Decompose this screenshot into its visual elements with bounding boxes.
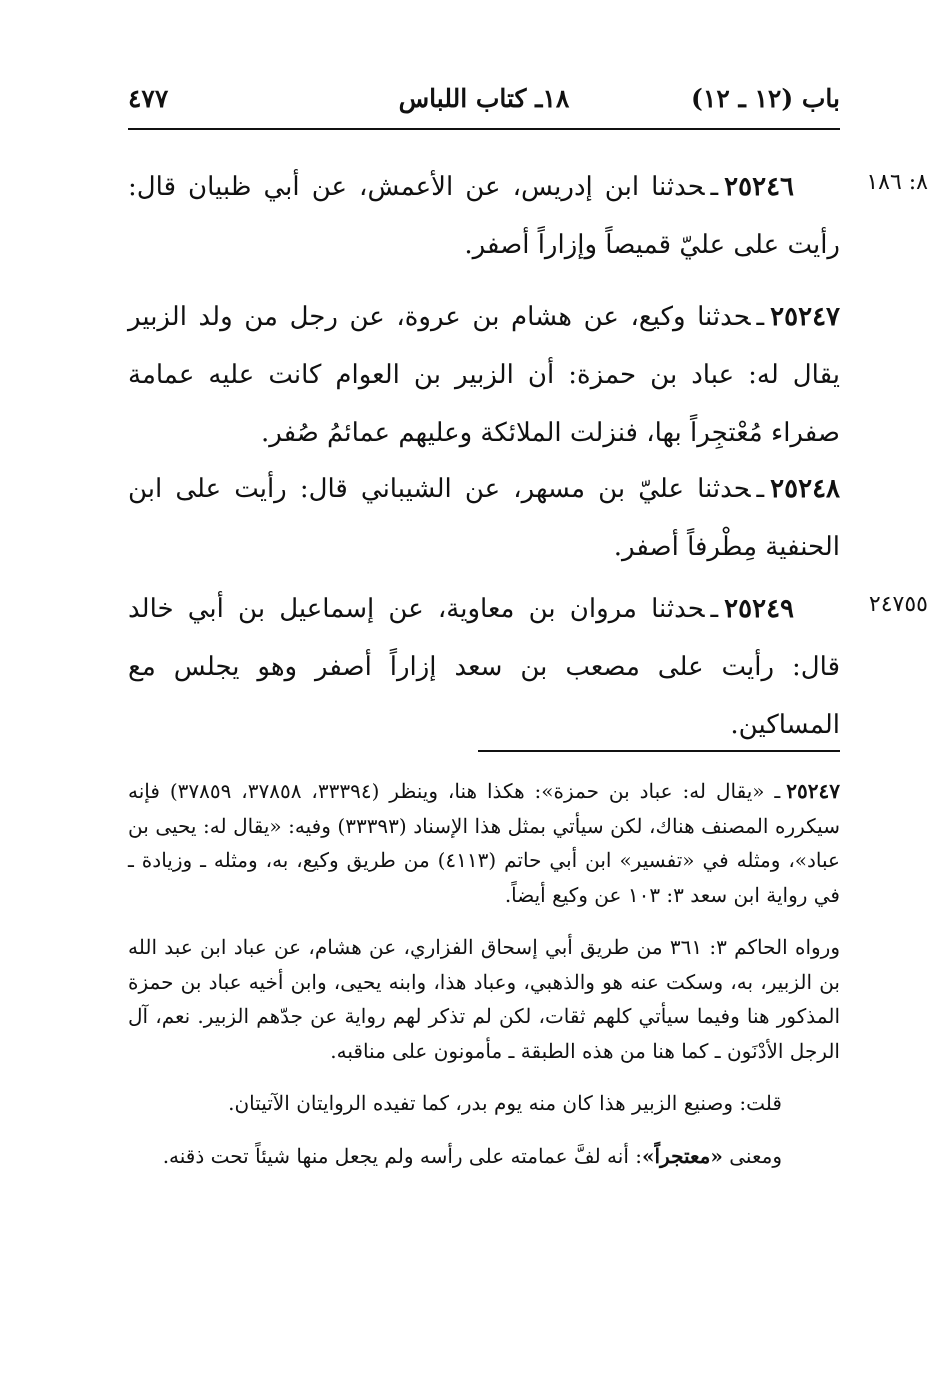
footnote-term: «معتجراً» [642,1143,723,1168]
hadith-text: حدثنا عليّ بن مسهر، عن الشيباني قال: رأيت على ابن الحنفية مِطْرفاً أصفر. [128,474,840,562]
hadith-number: ٢٥٢٤٦ [724,172,794,202]
dash: ـ [756,302,765,332]
hadith-25246 [128,158,840,274]
footnote-3 [128,1086,840,1121]
hadith-25248 [128,460,840,576]
footnote-prefix: ومعنى [729,1143,782,1168]
hadith-25249 [128,580,840,754]
footnote-text: «يقال له: عباد بن حمزة»: هكذا هنا، وينظر (٣٣٣٩٤، ٣٧٨٥٨، ٣٧٨٥٩) فإنه سيكرره المصنف هناك، لكن سيأتي بمثل هذا الإسناد (٣٣٣٩٣) وفيه: «يقال له: يحيى بن عباد»، ومثله في «تفسير» ابن أبي حاتم (٤١١٣) من طريق وكيع، به، ومثله ـ وزيادة ـ في رواية ابن سعد ٣: ١٠٣ عن وكيع أيضاً. [128,779,840,907]
margin-reference: ٢٤٧٥٥ [868,592,928,617]
dash: ـ [756,474,765,504]
hadith-text: حدثنا مروان بن معاوية، عن إسماعيل بن أبي خالد قال: رأيت على مصعب بن سعد إزاراً أصفر وهو يجلس مع المساكين. [128,594,840,740]
dash: ـ [710,594,719,624]
footnote-text: قلت: وصنيع الزبير هذا كان منه يوم بدر، كما تفيده الروايتان الآتيتان. [228,1091,782,1115]
footnote-text: : أنه لفَّ عمامته على رأسه ولم يجعل منها شيئاً تحت ذقنه. [162,1143,642,1168]
hadith-text: حدثنا ابن إدريس، عن الأعمش، عن أبي ظبيان قال: رأيت على عليّ قميصاً وإزاراً أصفر. [128,172,840,260]
footnote-number: ٢٥٢٤٧ [786,779,840,803]
dash: ـ [774,779,781,803]
hadith-25247 [128,288,840,462]
header-rule [128,128,840,130]
margin-reference: ٨: ١٨٦ [866,170,928,195]
footnotes [128,774,840,1191]
footnote-separator [478,750,840,752]
page-number: ٤٧٧ [128,84,169,113]
dash: ـ [710,172,719,202]
hadith-number: ٢٥٢٤٧ [770,302,840,332]
hadith-number: ٢٥٢٤٨ [770,474,840,504]
page-header [128,84,840,128]
chapter-heading: باب (١٢ ـ ١٢) [691,84,840,113]
footnote-4 [128,1139,840,1174]
footnote-2 [128,930,840,1068]
footnote-1 [128,774,840,912]
footnote-text: ورواه الحاكم ٣: ٣٦١ من طريق أبي إسحاق الفزاري، عن هشام، عن عباد ابن عبد الله بن الزبير، به، وسكت عنه هو والذهبي، وعباد هذا، وابنه يحيى، وابن أخيه عباد بن حمزة المذكور هنا وفيما سيأتي كلهم ثقات، لكن لم تذكر لهم رواية عن جدّهم الزبير. نعم، آل الرجل الأدْنَون ـ كما هنا من هذه الطبقة ـ مأمونون على مناقبه. [128,935,840,1063]
book-title: ١٨ـ كتاب اللباس [398,84,570,113]
hadith-number: ٢٥٢٤٩ [724,594,794,624]
hadith-text: حدثنا وكيع، عن هشام بن عروة، عن رجل من ولد الزبير يقال له: عباد بن حمزة: أن الزبير بن العوام كانت عليه عمامة صفراء مُعْتجِراً بها، فنزلت الملائكة وعليهم عمائمُ صُفر. [128,302,840,448]
